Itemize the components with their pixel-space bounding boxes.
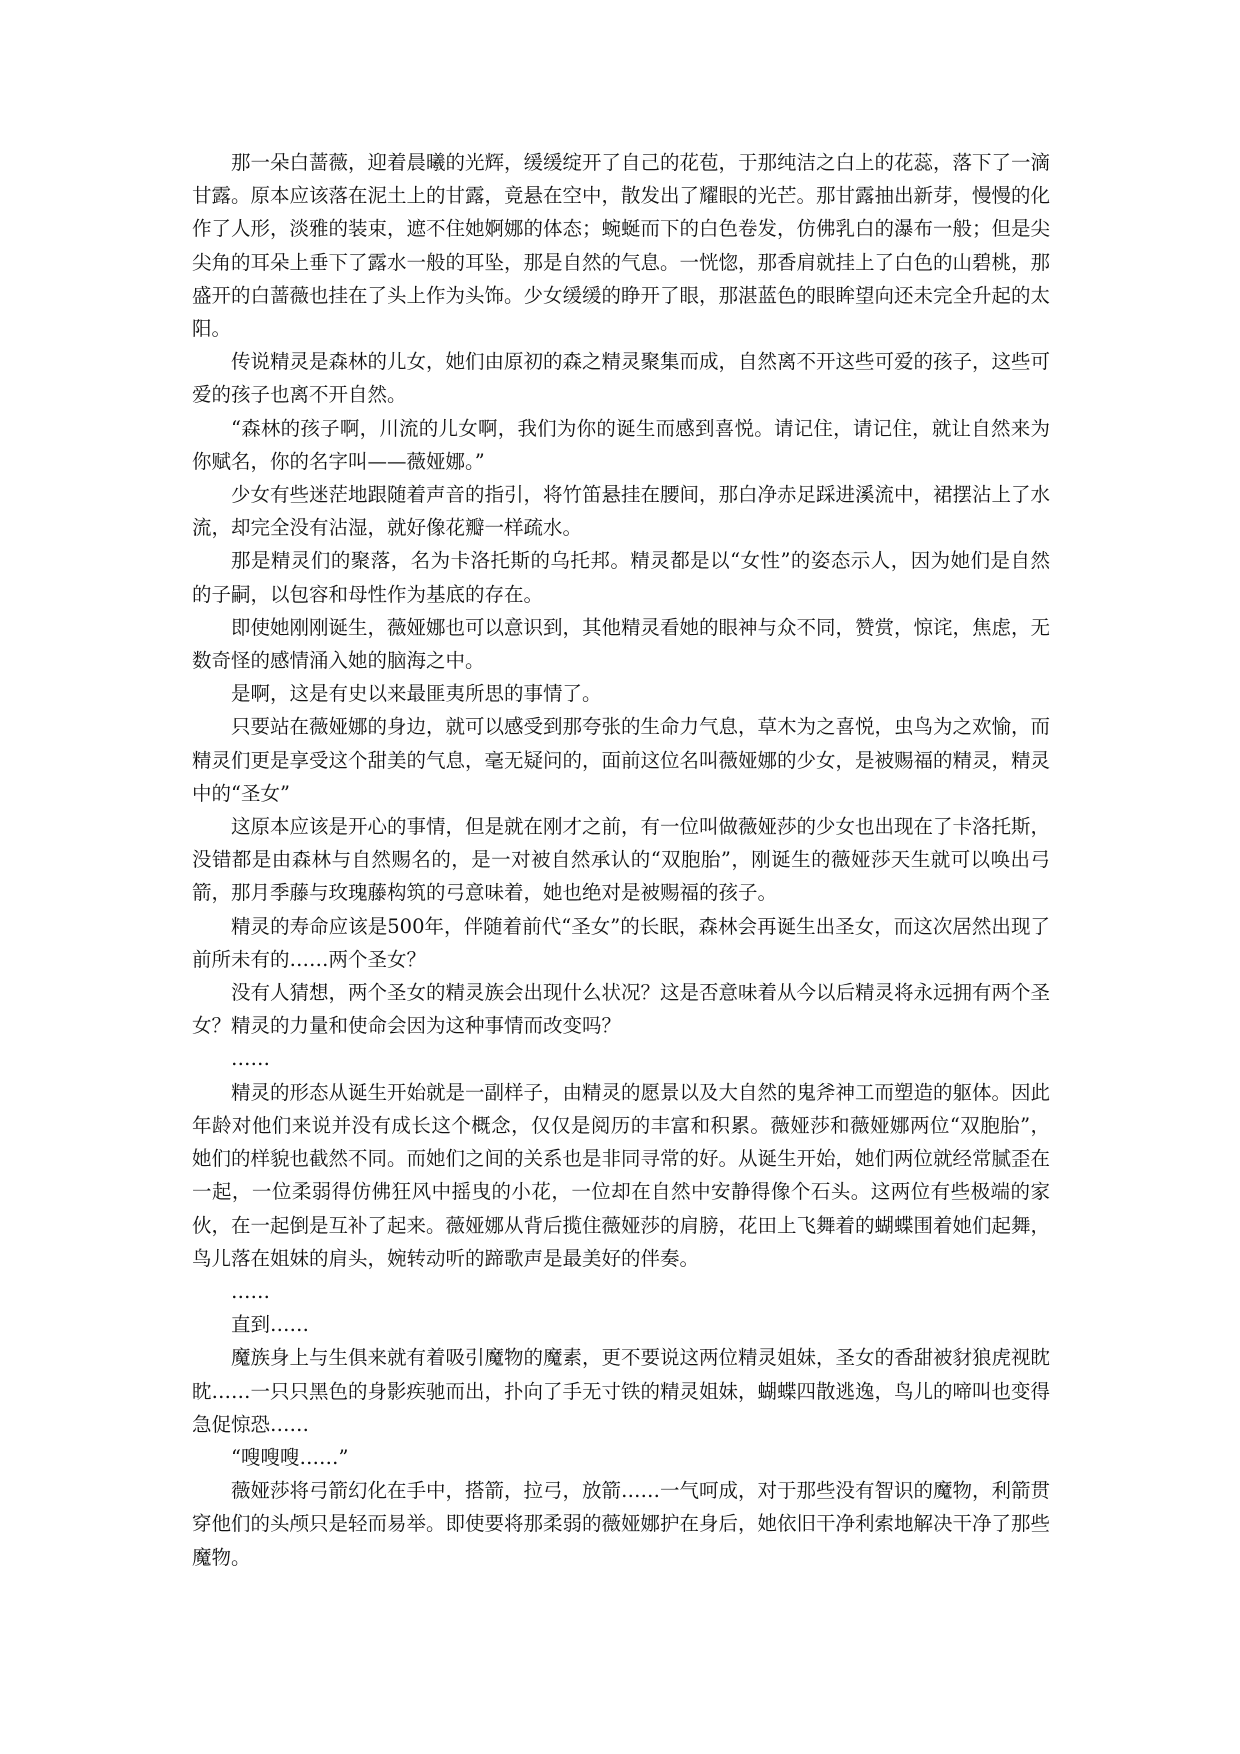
paragraph: 即使她刚刚诞生，薇娅娜也可以意识到，其他精灵看她的眼神与众不同，赞赏，惊诧，焦虑，无数奇怪的感情涌入她的脑海之中。: [192, 615, 1051, 673]
paragraph: 精灵的形态从诞生开始就是一副样子，由精灵的愿景以及大自然的鬼斧神工而塑造的躯体。因此年龄对他们来说并没有成长这个概念，仅仅是阅历的丰富和积累。薇娅莎和薇娅娜两位“双胞胎”，她们的样貌也截然不同。而她们之间的关系也是非同寻常的好。从诞生开始，她们两位就经常腻歪在一起，一位柔弱得仿佛狂风中摇曳的小花，一位却在自然中安静得像个石头。这两位有些极端的家伙，在一起倒是互补了起来。薇娅娜从背后揽住薇娅莎的肩膀，花田上飞舞着的蝴蝶围着她们起舞，鸟儿落在姐妹的肩头，婉转动听的蹄歌声是最美好的伴奏。: [192, 1080, 1051, 1270]
ellipsis-line: ……: [231, 1279, 270, 1303]
paragraph: 这原本应该是开心的事情，但是就在刚才之前，有一位叫做薇娅莎的少女也出现在了卡洛托斯，没错都是由森林与自然赐名的，是一对被自然承认的“双胞胎”，刚诞生的薇娅莎天生就可以唤出弓箭，那月季藤与玫瑰藤构筑的弓意味着，她也绝对是被赐福的孩子。: [192, 815, 1051, 905]
paragraph: 少女有些迷茫地跟随着声音的指引，将竹笛悬挂在腰间，那白净赤足踩进溪流中，裙摆沾上了水流，却完全没有沾湿，就好像花瓣一样疏水。: [192, 483, 1051, 540]
paragraph: 是啊，这是有史以来最匪夷所思的事情了。: [231, 682, 602, 706]
paragraph: 薇娅莎将弓箭幻化在手中，搭箭，拉弓，放箭……一气呵成，对于那些没有智识的魔物，利箭贯穿他们的头颅只是轻而易举。即使要将那柔弱的薇娅娜护在身后，她依旧干净利索地解决干净了那些魔物。: [192, 1479, 1051, 1569]
paragraph: 直到……: [231, 1313, 310, 1337]
paragraph: 传说精灵是森林的儿女，她们由原初的森之精灵聚集而成，自然离不开这些可爱的孩子，这些可爱的孩子也离不开自然。: [192, 350, 1051, 407]
paragraph: 没有人猜想，两个圣女的精灵族会出现什么状况？这是否意味着从今以后精灵将永远拥有两个圣女？精灵的力量和使命会因为这种事情而改变吗？: [192, 981, 1051, 1038]
ellipsis-line: ……: [231, 1047, 270, 1071]
paragraph: 精灵的寿命应该是500年，伴随着前代“圣女”的长眠，森林会再诞生出圣女，而这次居然出现了前所未有的……两个圣女？: [192, 914, 1050, 971]
paragraph: 那是精灵们的聚落，名为卡洛托斯的乌托邦。精灵都是以“女性”的姿态示人，因为她们是自然的子嗣，以包容和母性作为基底的存在。: [192, 549, 1050, 606]
document-page: [192, 146, 1050, 1574]
paragraph: 那一朵白蔷薇，迎着晨曦的光辉，缓缓绽开了自己的花苞，于那纯洁之白上的花蕊，落下了一滴甘露。原本应该落在泥土上的甘露，竟悬在空中，散发出了耀眼的光芒。那甘露抽出新芽，慢慢的化作了人形，淡雅的装束，遮不住她婀娜的体态；蜿蜒而下的白色卷发，仿佛乳白的瀑布一般；但是尖尖角的耳朵上垂下了露水一般的耳坠，那是自然的气息。一恍惚，那香肩就挂上了白色的山碧桃，那盛开的白蔷薇也挂在了头上作为头饰。少女缓缓的睁开了眼，那湛蓝色的眼眸望向还未完全升起的太阳。: [192, 151, 1051, 341]
paragraph: 魔族身上与生俱来就有着吸引魔物的魔素，更不要说这两位精灵姐妹，圣女的香甜被豺狼虎视眈眈……一只只黑色的身影疾驰而出，扑向了手无寸铁的精灵姐妹，蝴蝶四散逃逸，鸟儿的啼叫也变得急促惊恐……: [192, 1346, 1051, 1436]
paragraph: “森林的孩子啊，川流的儿女啊，我们为你的诞生而感到喜悦。请记住，请记住，就让自然来为你赋名，你的名字叫——薇娅娜。”: [192, 416, 1050, 473]
paragraph: “嗖嗖嗖……”: [231, 1445, 349, 1469]
paragraph: 只要站在薇娅娜的身边，就可以感受到那夸张的生命力气息，草木为之喜悦，虫鸟为之欢愉，而精灵们更是享受这个甜美的气息，毫无疑问的，面前这位名叫薇娅娜的少女，是被赐福的精灵，精灵中的“圣女”: [192, 715, 1051, 805]
